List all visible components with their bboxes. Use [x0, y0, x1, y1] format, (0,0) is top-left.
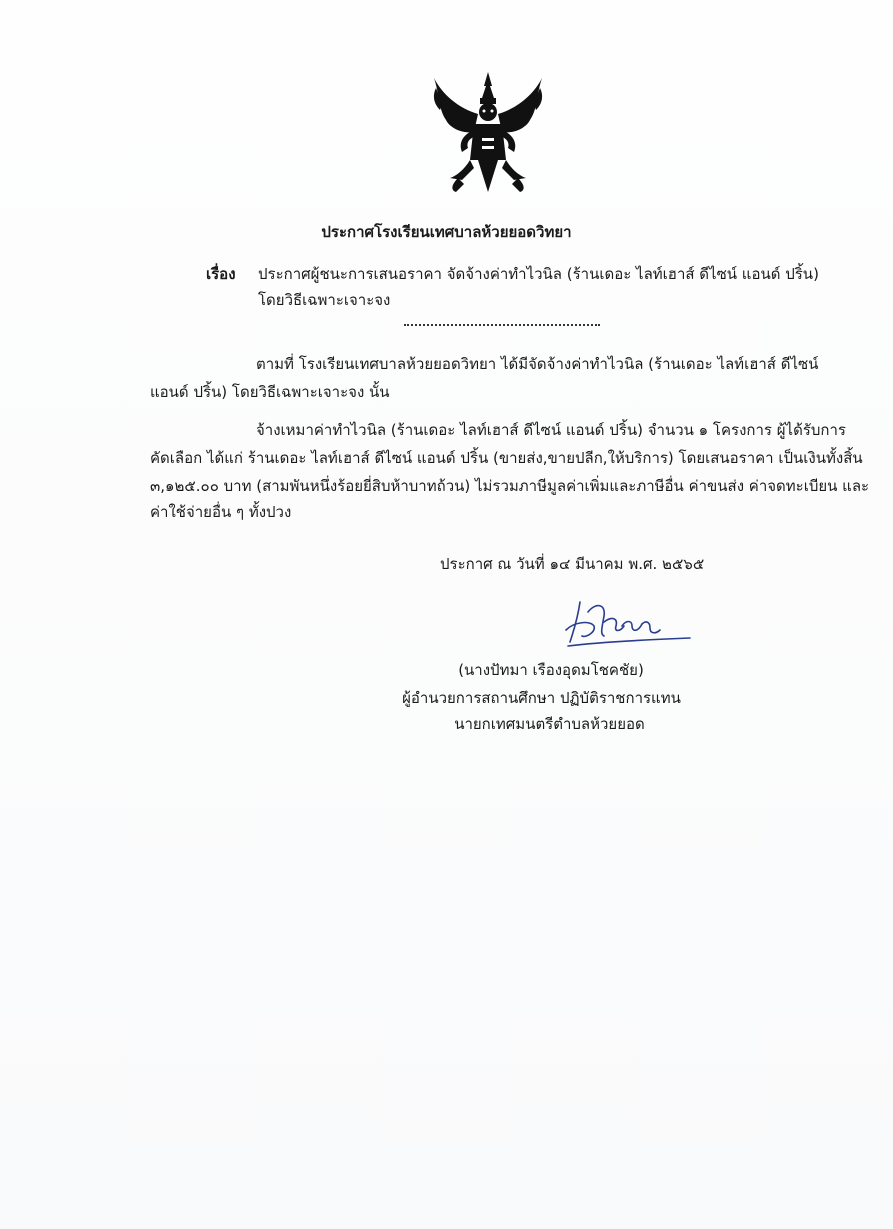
paragraph2-line3: ๓,๑๒๕.๐๐ บาท (สามพันหนึ่งร้อยยี่สิบห้าบาทถ้วน) ไม่รวมภาษีมูลค่าเพิ่มและภาษีอื่น ค่าขนส่ง ค่าจดทะเบียน และ	[150, 477, 870, 495]
announce-date: ประกาศ ณ วันที่ ๑๔ มีนาคม พ.ศ. ๒๕๖๕	[440, 555, 705, 573]
paragraph2-line2: คัดเลือก ได้แก่ ร้านเดอะ ไลท์เฮาส์ ดีไซน์ แอนด์ ปริ้น (ขายส่ง,ขายปลีก,ให้บริการ) โดยเสนอราคา เป็นเงินทั้งสิ้น	[150, 449, 863, 467]
signer-name: (นางปัทมา เรืองอุดมโชคชัย)	[458, 661, 644, 679]
subject-line-2: โดยวิธีเฉพาะเจาะจง	[258, 291, 391, 309]
signer-position-1: ผู้อำนวยการสถานศึกษา ปฏิบัติราชการแทน	[402, 689, 681, 707]
garuda-emblem-icon	[428, 68, 548, 196]
subject-label: เรื่อง	[206, 265, 236, 283]
handwritten-signature-icon	[560, 592, 700, 654]
paragraph2-line1: จ้างเหมาค่าทำไวนิล (ร้านเดอะ ไลท์เฮาส์ ดีไซน์ แอนด์ ปริ้น) จำนวน ๑ โครงการ ผู้ได้รับการ	[256, 421, 846, 439]
signer-position-2: นายกเทศมนตรีตำบลห้วยยอด	[454, 715, 645, 733]
separator-line	[404, 324, 600, 326]
document-title: ประกาศโรงเรียนเทศบาลห้วยยอดวิทยา	[321, 223, 572, 241]
paragraph1-line2: แอนด์ ปริ้น) โดยวิธีเฉพาะเจาะจง นั้น	[150, 383, 390, 401]
paragraph2-line4: ค่าใช้จ่ายอื่น ๆ ทั้งปวง	[150, 503, 292, 521]
paragraph1-line1: ตามที่ โรงเรียนเทศบาลห้วยยอดวิทยา ได้มีจัดจ้างค่าทำไวนิล (ร้านเดอะ ไลท์เฮาส์ ดีไซน์	[256, 355, 819, 373]
subject-line-1: ประกาศผู้ชนะการเสนอราคา จัดจ้างค่าทำไวนิล (ร้านเดอะ ไลท์เฮาส์ ดีไซน์ แอนด์ ปริ้น)	[258, 265, 819, 283]
